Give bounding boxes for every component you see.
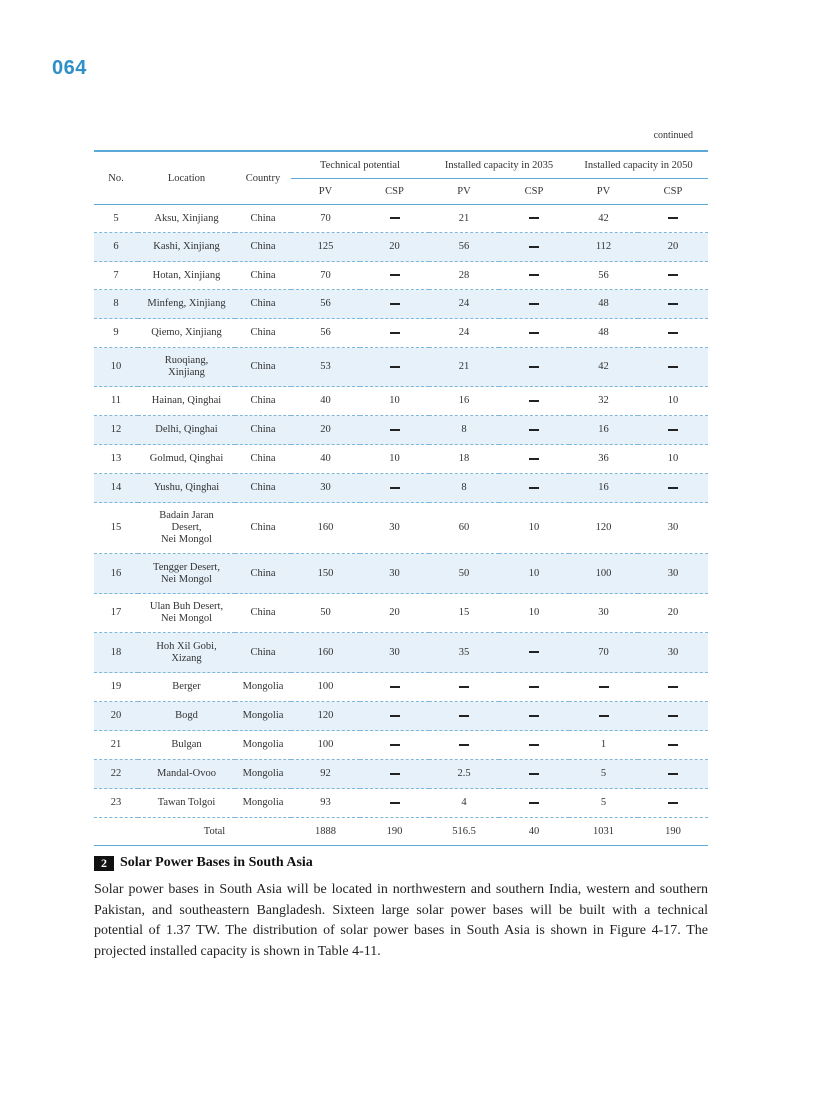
table-row [94,416,708,445]
dash-mark [390,366,400,368]
header-technical-potential: Technical potential [291,151,429,179]
table-cell-location: Aksu, Xinjiang [138,205,235,233]
table-cell-location: Berger [138,673,235,702]
table-cell-tp-csp [360,205,429,233]
dash-mark [668,487,678,489]
table-cell-country: China [235,233,291,262]
dash-mark [529,217,539,219]
table-row [94,594,708,633]
table-cell-i50-csp [638,731,708,760]
table-cell-i50-pv: 5 [569,760,638,789]
table-cell-tp-pv: 160 [291,503,360,554]
table-cell-no: 22 [94,760,138,789]
table-cell-tp-csp [360,702,429,731]
table-row [94,205,708,233]
table-row [94,290,708,319]
table-cell-i50-csp: 20 [638,594,708,633]
table-cell-tp-pv: 40 [291,387,360,416]
dash-mark [390,217,400,219]
dash-mark [459,715,469,717]
table-cell-i35-csp [499,348,569,387]
table-cell-no: 16 [94,554,138,594]
table-cell-no: 12 [94,416,138,445]
table-cell-tp-pv: 160 [291,633,360,673]
dash-mark [390,802,400,804]
table-row [94,233,708,262]
table-cell-country: China [235,416,291,445]
table-cell-country: Mongolia [235,673,291,702]
table-cell-i50-csp [638,474,708,503]
table-cell-i35-pv: 21 [429,205,499,233]
table-cell-no: 9 [94,319,138,348]
table-cell-i35-csp [499,760,569,789]
table-cell-i50-pv: 100 [569,554,638,594]
header-tp-pv: PV [291,179,360,205]
table-row [94,319,708,348]
continued-label: continued [653,130,693,141]
table-cell-tp-csp [360,760,429,789]
dash-mark [529,400,539,402]
table-cell-country: China [235,445,291,474]
dash-mark [529,744,539,746]
table-cell-i35-csp [499,262,569,290]
table-cell-location: Delhi, Qinghai [138,416,235,445]
table-row [94,702,708,731]
table-cell-tp-pv: 70 [291,262,360,290]
table-cell-no: 6 [94,233,138,262]
table-cell-i50-csp [638,673,708,702]
table-cell-country: Mongolia [235,702,291,731]
table-row [94,387,708,416]
table-cell-i35-pv: 50 [429,554,499,594]
table-cell-no: 17 [94,594,138,633]
dash-mark [390,429,400,431]
dash-mark [668,744,678,746]
table-cell-location: Kashi, Xinjiang [138,233,235,262]
header-installed-2035: Installed capacity in 2035 [429,151,569,179]
table-cell-i35-pv [429,731,499,760]
table-cell-country: China [235,554,291,594]
table-row [94,348,708,387]
table-row [94,760,708,789]
table-cell-tp-pv: 56 [291,319,360,348]
table-cell-tp-pv: 70 [291,205,360,233]
table-cell-i35-csp [499,789,569,818]
dash-mark [390,773,400,775]
table-cell-i50-csp: 10 [638,387,708,416]
table-cell-i35-pv: 35 [429,633,499,673]
table-row [94,474,708,503]
table-cell-tp-csp: 30 [360,633,429,673]
table-cell-i35-pv: 18 [429,445,499,474]
table-cell-i50-pv: 42 [569,205,638,233]
table-cell-tp-pv: 93 [291,789,360,818]
dash-mark [390,274,400,276]
total-cell-tp-pv: 1888 [291,818,360,846]
dash-mark [529,246,539,248]
table-cell-i35-csp: 10 [499,503,569,554]
table-cell-tp-pv: 40 [291,445,360,474]
table-cell-i35-csp: 10 [499,554,569,594]
dash-mark [529,715,539,717]
table-cell-i35-pv: 8 [429,474,499,503]
table-cell-i35-csp [499,731,569,760]
table-cell-no: 15 [94,503,138,554]
page-number: 064 [52,57,87,79]
table-cell-i35-csp [499,319,569,348]
solar-bases-table [94,150,708,846]
header-2050-csp: CSP [638,179,708,205]
table-row [94,673,708,702]
dash-mark [529,773,539,775]
table-cell-i35-csp [499,633,569,673]
header-2035-pv: PV [429,179,499,205]
table-cell-i50-pv: 48 [569,290,638,319]
dash-mark [390,744,400,746]
table-cell-i35-pv [429,702,499,731]
header-country: Country [235,151,291,205]
table-cell-i35-csp [499,416,569,445]
table-cell-tp-csp: 20 [360,594,429,633]
header-2035-csp: CSP [499,179,569,205]
total-blank-cell [94,818,138,846]
dash-mark [390,686,400,688]
table-cell-i35-csp [499,702,569,731]
section-title: Solar Power Bases in South Asia [120,855,313,870]
table-cell-i50-pv: 5 [569,789,638,818]
dash-mark [668,366,678,368]
table-cell-no: 19 [94,673,138,702]
table-cell-no: 13 [94,445,138,474]
dash-mark [529,651,539,653]
table-cell-country: China [235,503,291,554]
dash-mark [668,429,678,431]
table-cell-i50-pv: 30 [569,594,638,633]
dash-mark [390,332,400,334]
table-cell-location: Minfeng, Xinjiang [138,290,235,319]
table-cell-i50-csp [638,319,708,348]
header-2050-pv: PV [569,179,638,205]
table-row [94,633,708,673]
table-cell-no: 10 [94,348,138,387]
table-cell-i50-csp [638,702,708,731]
dash-mark [529,686,539,688]
section-heading [94,855,313,871]
table-cell-i50-csp: 20 [638,233,708,262]
total-label: Total [138,818,291,846]
dash-mark [459,744,469,746]
table-cell-tp-pv: 56 [291,290,360,319]
table-cell-tp-csp: 30 [360,554,429,594]
dash-mark [668,715,678,717]
table-cell-tp-csp [360,673,429,702]
table-cell-i35-pv: 15 [429,594,499,633]
total-cell-i35-pv: 516.5 [429,818,499,846]
table-cell-i50-pv: 70 [569,633,638,673]
table-cell-tp-csp [360,474,429,503]
table-cell-i50-pv: 16 [569,416,638,445]
dash-mark [668,686,678,688]
table-cell-i35-pv: 24 [429,290,499,319]
table-cell-i50-pv: 48 [569,319,638,348]
table-cell-location: Mandal-Ovoo [138,760,235,789]
dash-mark [529,458,539,460]
table-cell-i50-pv: 112 [569,233,638,262]
dash-mark [529,274,539,276]
table-cell-tp-pv: 100 [291,673,360,702]
table-cell-tp-pv: 92 [291,760,360,789]
table-row [94,789,708,818]
dash-mark [668,773,678,775]
total-cell-tp-csp: 190 [360,818,429,846]
table-cell-i50-pv: 56 [569,262,638,290]
table-cell-i50-csp [638,416,708,445]
table-cell-country: Mongolia [235,731,291,760]
dash-mark [668,274,678,276]
table-cell-tp-csp [360,262,429,290]
total-cell-i35-csp: 40 [499,818,569,846]
header-no: No. [94,151,138,205]
table-cell-i50-pv: 42 [569,348,638,387]
table-cell-i35-pv: 21 [429,348,499,387]
dash-mark [529,802,539,804]
table-cell-i35-pv: 60 [429,503,499,554]
table-cell-i50-csp [638,205,708,233]
table-cell-i35-csp [499,445,569,474]
table-cell-i35-pv: 16 [429,387,499,416]
total-cell-i50-pv: 1031 [569,818,638,846]
table-cell-no: 8 [94,290,138,319]
table-row [94,731,708,760]
table-cell-i35-pv: 8 [429,416,499,445]
table-cell-i50-pv: 16 [569,474,638,503]
dash-mark [529,429,539,431]
table-cell-location: Tawan Tolgoi [138,789,235,818]
table-cell-tp-csp [360,290,429,319]
dash-mark [390,303,400,305]
table-cell-i35-pv: 4 [429,789,499,818]
table-row [94,445,708,474]
table-cell-i35-csp [499,387,569,416]
total-row [94,818,708,846]
table-cell-i50-csp [638,760,708,789]
dash-mark [668,303,678,305]
table-cell-tp-pv: 30 [291,474,360,503]
table-cell-i50-csp [638,348,708,387]
table-cell-tp-csp: 10 [360,387,429,416]
table-cell-i35-csp [499,673,569,702]
table-cell-i50-csp [638,262,708,290]
table-cell-tp-pv: 150 [291,554,360,594]
table-cell-no: 20 [94,702,138,731]
table-row [94,262,708,290]
table-cell-tp-pv: 50 [291,594,360,633]
table-cell-country: China [235,319,291,348]
table-cell-no: 23 [94,789,138,818]
header-installed-2050: Installed capacity in 2050 [569,151,708,179]
table-cell-i50-csp: 30 [638,633,708,673]
table-cell-i35-pv: 24 [429,319,499,348]
table-cell-country: China [235,387,291,416]
table-cell-i35-csp [499,290,569,319]
table-cell-location: Qiemo, Xinjiang [138,319,235,348]
table-cell-i50-csp: 30 [638,554,708,594]
table-cell-country: Mongolia [235,789,291,818]
table-cell-country: China [235,205,291,233]
table-cell-country: China [235,594,291,633]
table-cell-tp-csp: 20 [360,233,429,262]
table-cell-location: Hoh Xil Gobi, Xizang [138,633,235,673]
table-row [94,503,708,554]
table-cell-tp-csp [360,319,429,348]
dash-mark [390,487,400,489]
table-cell-location: Bulgan [138,731,235,760]
header-tp-csp: CSP [360,179,429,205]
table-cell-country: China [235,633,291,673]
table-cell-i50-pv: 120 [569,503,638,554]
table-cell-location: Bogd [138,702,235,731]
table-cell-i50-csp [638,290,708,319]
table-cell-location: Ruoqiang, Xinjiang [138,348,235,387]
table-cell-country: Mongolia [235,760,291,789]
table-cell-i35-csp [499,233,569,262]
table-cell-location: Ulan Buh Desert, Nei Mongol [138,594,235,633]
table-cell-i35-pv: 28 [429,262,499,290]
table-cell-i50-pv [569,702,638,731]
dash-mark [668,217,678,219]
dash-mark [459,686,469,688]
table-cell-no: 5 [94,205,138,233]
table-cell-tp-pv: 125 [291,233,360,262]
table-cell-i35-pv: 2.5 [429,760,499,789]
dash-mark [668,332,678,334]
total-cell-i50-csp: 190 [638,818,708,846]
table-cell-i35-csp [499,205,569,233]
table-cell-country: China [235,474,291,503]
table-cell-tp-csp [360,789,429,818]
table-cell-tp-csp [360,416,429,445]
table-cell-tp-csp [360,731,429,760]
table-cell-tp-csp: 10 [360,445,429,474]
table-cell-tp-pv: 20 [291,416,360,445]
table-cell-country: China [235,290,291,319]
table-cell-tp-pv: 100 [291,731,360,760]
dash-mark [529,487,539,489]
table-cell-i50-csp [638,789,708,818]
section-number: 2 [94,856,114,871]
table-cell-no: 7 [94,262,138,290]
table-cell-i35-pv: 56 [429,233,499,262]
table-cell-i50-pv [569,673,638,702]
table-cell-location: Tengger Desert, Nei Mongol [138,554,235,594]
table-cell-i35-csp: 10 [499,594,569,633]
table-cell-location: Hainan, Qinghai [138,387,235,416]
table-cell-no: 14 [94,474,138,503]
table-cell-location: Badain Jaran Desert, Nei Mongol [138,503,235,554]
table-cell-no: 18 [94,633,138,673]
dash-mark [668,802,678,804]
table-cell-location: Golmud, Qinghai [138,445,235,474]
table-row [94,554,708,594]
table-cell-i50-pv: 36 [569,445,638,474]
dash-mark [529,332,539,334]
table-cell-i35-csp [499,474,569,503]
table-cell-location: Hotan, Xinjiang [138,262,235,290]
table-cell-i50-csp: 10 [638,445,708,474]
table-cell-i50-pv: 1 [569,731,638,760]
table-cell-i50-pv: 32 [569,387,638,416]
table-cell-tp-pv: 53 [291,348,360,387]
dash-mark [529,366,539,368]
header-location: Location [138,151,235,205]
table-cell-country: China [235,348,291,387]
dash-mark [529,303,539,305]
table-cell-country: China [235,262,291,290]
dash-mark [599,715,609,717]
table-cell-location: Yushu, Qinghai [138,474,235,503]
dash-mark [390,715,400,717]
table-cell-no: 11 [94,387,138,416]
table-cell-tp-csp [360,348,429,387]
section-paragraph: Solar power bases in South Asia will be located in northwestern and southern India, western and southern Pakistan, and southeastern Bangladesh. Sixteen large solar power bases will be built with a technical potential of 1.37 TW. The distribution of solar power bases in South Asia is shown in Figure 4-17. The projected installed capacity is shown in Table 4-11. [94,882,708,959]
table-cell-i50-csp: 30 [638,503,708,554]
table-cell-no: 21 [94,731,138,760]
table-cell-i35-pv [429,673,499,702]
table-cell-tp-pv: 120 [291,702,360,731]
dash-mark [599,686,609,688]
table-cell-tp-csp: 30 [360,503,429,554]
